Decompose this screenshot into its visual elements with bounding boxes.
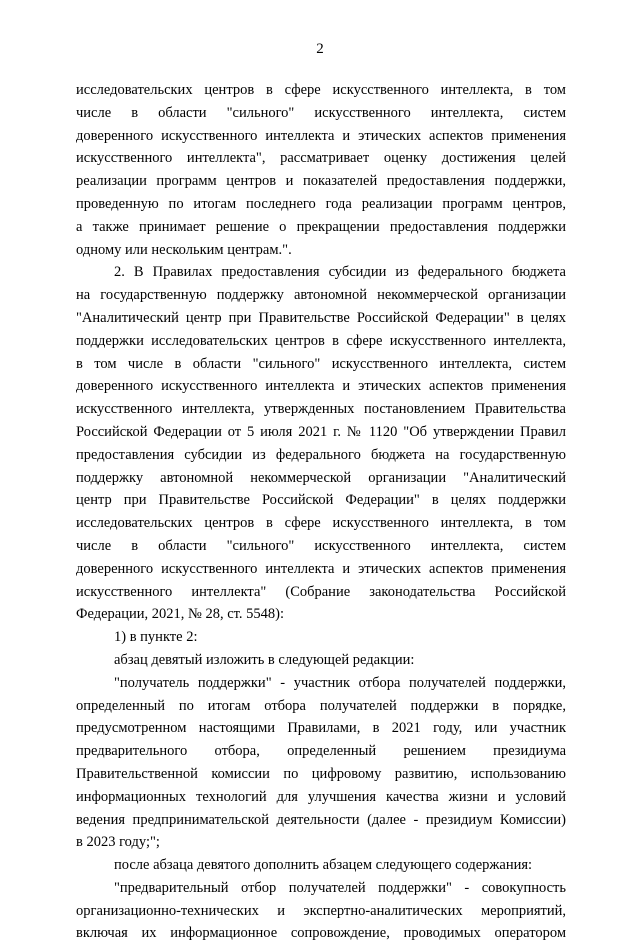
- text-line: информационных технологий для улучшения качества жизни и условий: [76, 788, 566, 805]
- text-line: исследовательских центров в сфере искусственного интеллекта, в том: [76, 82, 566, 98]
- text-line: после абзаца девятого дополнить абзацем следующего содержания:: [114, 857, 533, 874]
- text-line: доверенного искусственного интеллекта и этических аспектов применения: [76, 560, 566, 577]
- text-line: а также принимает решение о прекращении предоставления поддержки: [76, 218, 566, 235]
- text-line: доверенного искусственного интеллекта и этических аспектов применения: [76, 127, 566, 144]
- text-line: включая их информационное сопровождение, проводимых оператором: [76, 925, 566, 942]
- text-line: "получатель поддержки" - участник отбора получателей поддержки,: [114, 674, 566, 691]
- page-number: 2: [316, 41, 324, 57]
- text-line: числе в области "сильного" искусственного интеллекта, систем: [76, 104, 566, 121]
- text-line: Правительственной комиссии по цифровому развитию, использованию: [76, 765, 566, 782]
- text-line: числе в области "сильного" искусственного интеллекта, систем: [76, 537, 566, 554]
- text-line: 1) в пункте 2:: [114, 629, 198, 646]
- text-line: предусмотренном настоящими Правилами, в 2021 году, или участник: [76, 720, 566, 737]
- text-line: Российской Федерации от 5 июля 2021 г. № 1120 "Об утверждении Правил: [76, 423, 566, 440]
- text-line: "предварительный отбор получателей поддержки" - совокупность: [114, 879, 566, 896]
- text-line: предварительного отбора, определенный решением президиума: [76, 743, 566, 760]
- text-line: проведенную по итогам последнего года реализации программ центров,: [76, 195, 566, 212]
- text-line: доверенного искусственного интеллекта и этических аспектов применения: [76, 378, 566, 395]
- text-line: поддержки исследовательских центров в сфере искусственного интеллекта,: [76, 332, 566, 349]
- text-line: центр при Правительстве Российской Федерации" в целях поддержки: [76, 492, 566, 509]
- text-line: на государственную поддержку автономной некоммерческой организации: [76, 287, 566, 304]
- text-line: реализации программ центров и показателей предоставления поддержки,: [76, 173, 566, 190]
- text-line: поддержку автономной некоммерческой организации "Аналитический: [76, 469, 566, 486]
- text-line: одному или нескольким центрам.".: [76, 241, 292, 258]
- text-line: ведения предпринимательской деятельности (далее - президиум Комиссии): [76, 811, 566, 828]
- text-line: искусственного интеллекта", рассматривает оценку достижения целей: [76, 150, 566, 167]
- text-line: в 2023 году;";: [76, 834, 160, 851]
- text-line: искусственного интеллекта" (Собрание законодательства Российской: [76, 583, 566, 600]
- text-line: предоставления субсидии из федерального бюджета на государственную: [76, 446, 566, 463]
- text-line: в том числе в области "сильного" искусственного интеллекта, систем: [76, 355, 566, 372]
- text-line: Федерации, 2021, № 28, ст. 5548):: [76, 606, 284, 623]
- text-line: определенный по итогам отбора получателей поддержки в порядке,: [76, 697, 566, 714]
- text-line: абзац девятый изложить в следующей редакции:: [114, 651, 415, 668]
- text-line: 2. В Правилах предоставления субсидии из федерального бюджета: [114, 264, 566, 281]
- text-line: организационно-технических и экспертно-аналитических мероприятий,: [76, 902, 566, 919]
- text-line: искусственного интеллекта, утвержденных постановлением Правительства: [76, 401, 566, 418]
- text-line: "Аналитический центр при Правительстве Российской Федерации" в целях: [76, 309, 566, 326]
- document-body: [76, 79, 566, 945]
- text-line: исследовательских центров в сфере искусственного интеллекта, в том: [76, 515, 566, 532]
